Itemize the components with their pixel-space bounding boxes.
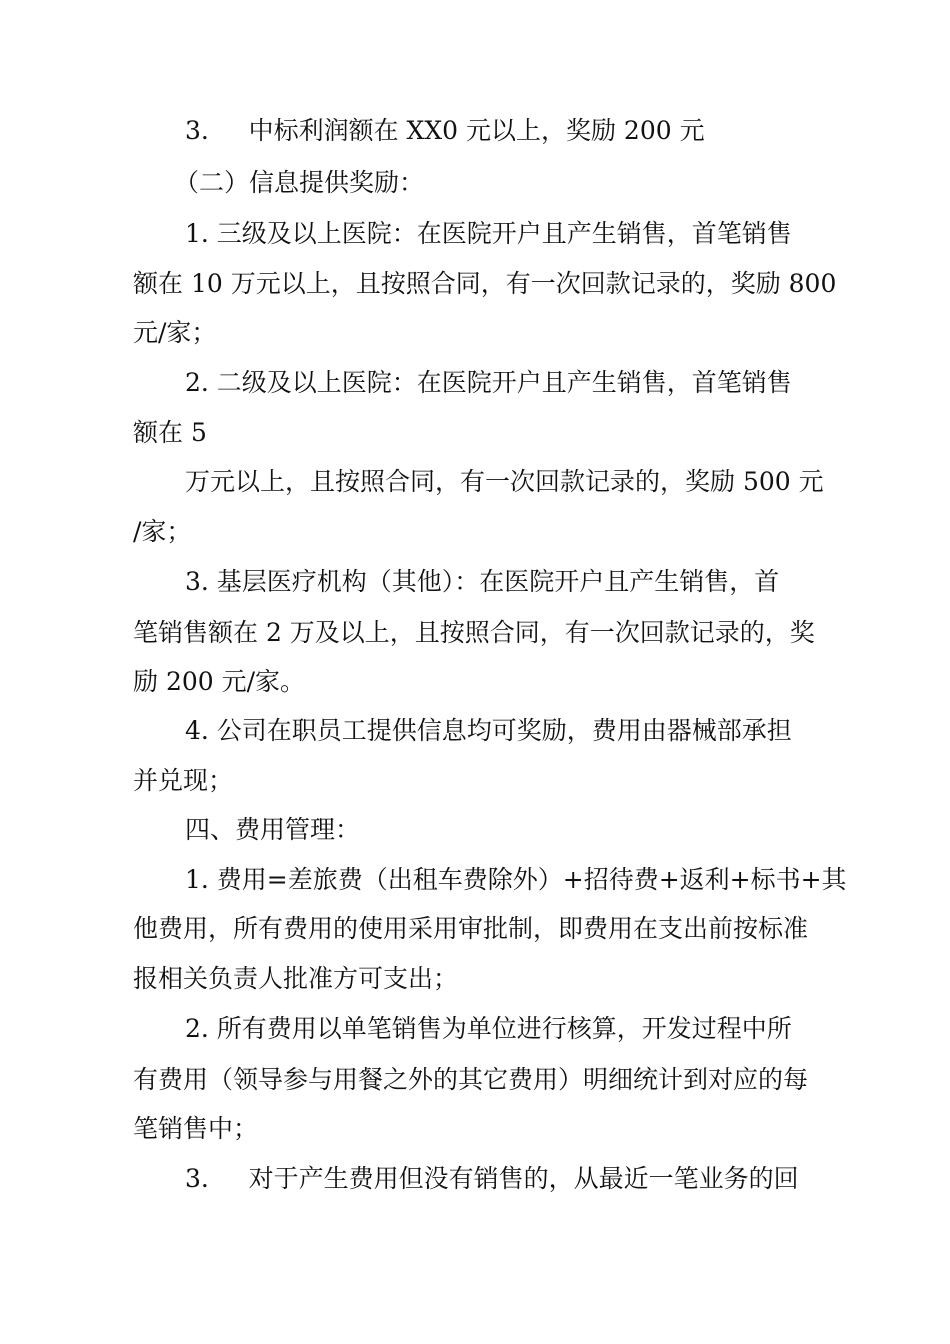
text-line: 3. 中标利润额在 XX0 元以上，奖励 200 元 (185, 116, 705, 145)
section-heading: （二）信息提供奖励： (174, 168, 425, 197)
text-line: 1. 费用=差旅费（出租车费除外）+招待费+返利+标书+其 (185, 865, 847, 894)
text-line: 4. 公司在职员工提供信息均可奖励，费用由器械部承担 (185, 716, 792, 745)
text-line: 3. 基层医疗机构（其他）：在医院开户且产生销售，首 (185, 567, 780, 596)
text-line: 2. 二级及以上医院：在医院开户且产生销售，首笔销售 (185, 368, 792, 397)
text-line: 2. 所有费用以单笔销售为单位进行核算，开发过程中所 (185, 1014, 792, 1043)
text-line: /家； (133, 517, 192, 546)
text-line: 有费用（领导参与用餐之外的其它费用）明细统计到对应的每 (133, 1065, 809, 1094)
text-line: 元/家； (133, 318, 217, 347)
text-line: 1. 三级及以上医院：在医院开户且产生销售，首笔销售 (185, 219, 792, 248)
text-line: 笔销售额在 2 万及以上，且按照合同，有一次回款记录的，奖 (133, 618, 815, 647)
text-line: 额在 5 (133, 418, 207, 447)
text-line: 笔销售中； (133, 1114, 259, 1143)
section-heading: 四、费用管理： (185, 815, 361, 844)
text-line: 额在 10 万元以上，且按照合同，有一次回款记录的，奖励 800 (133, 269, 837, 298)
text-line: 报相关负责人批准方可支出； (133, 964, 459, 993)
text-line: 他费用，所有费用的使用采用审批制，即费用在支出前按标准 (133, 914, 809, 943)
text-line: 并兑现； (133, 766, 234, 795)
text-line: 3. 对于产生费用但没有销售的，从最近一笔业务的回 (185, 1164, 799, 1193)
text-line: 励 200 元/家。 (133, 667, 306, 696)
text-line: 万元以上，且按照合同，有一次回款记录的，奖励 500 元 (185, 467, 824, 496)
